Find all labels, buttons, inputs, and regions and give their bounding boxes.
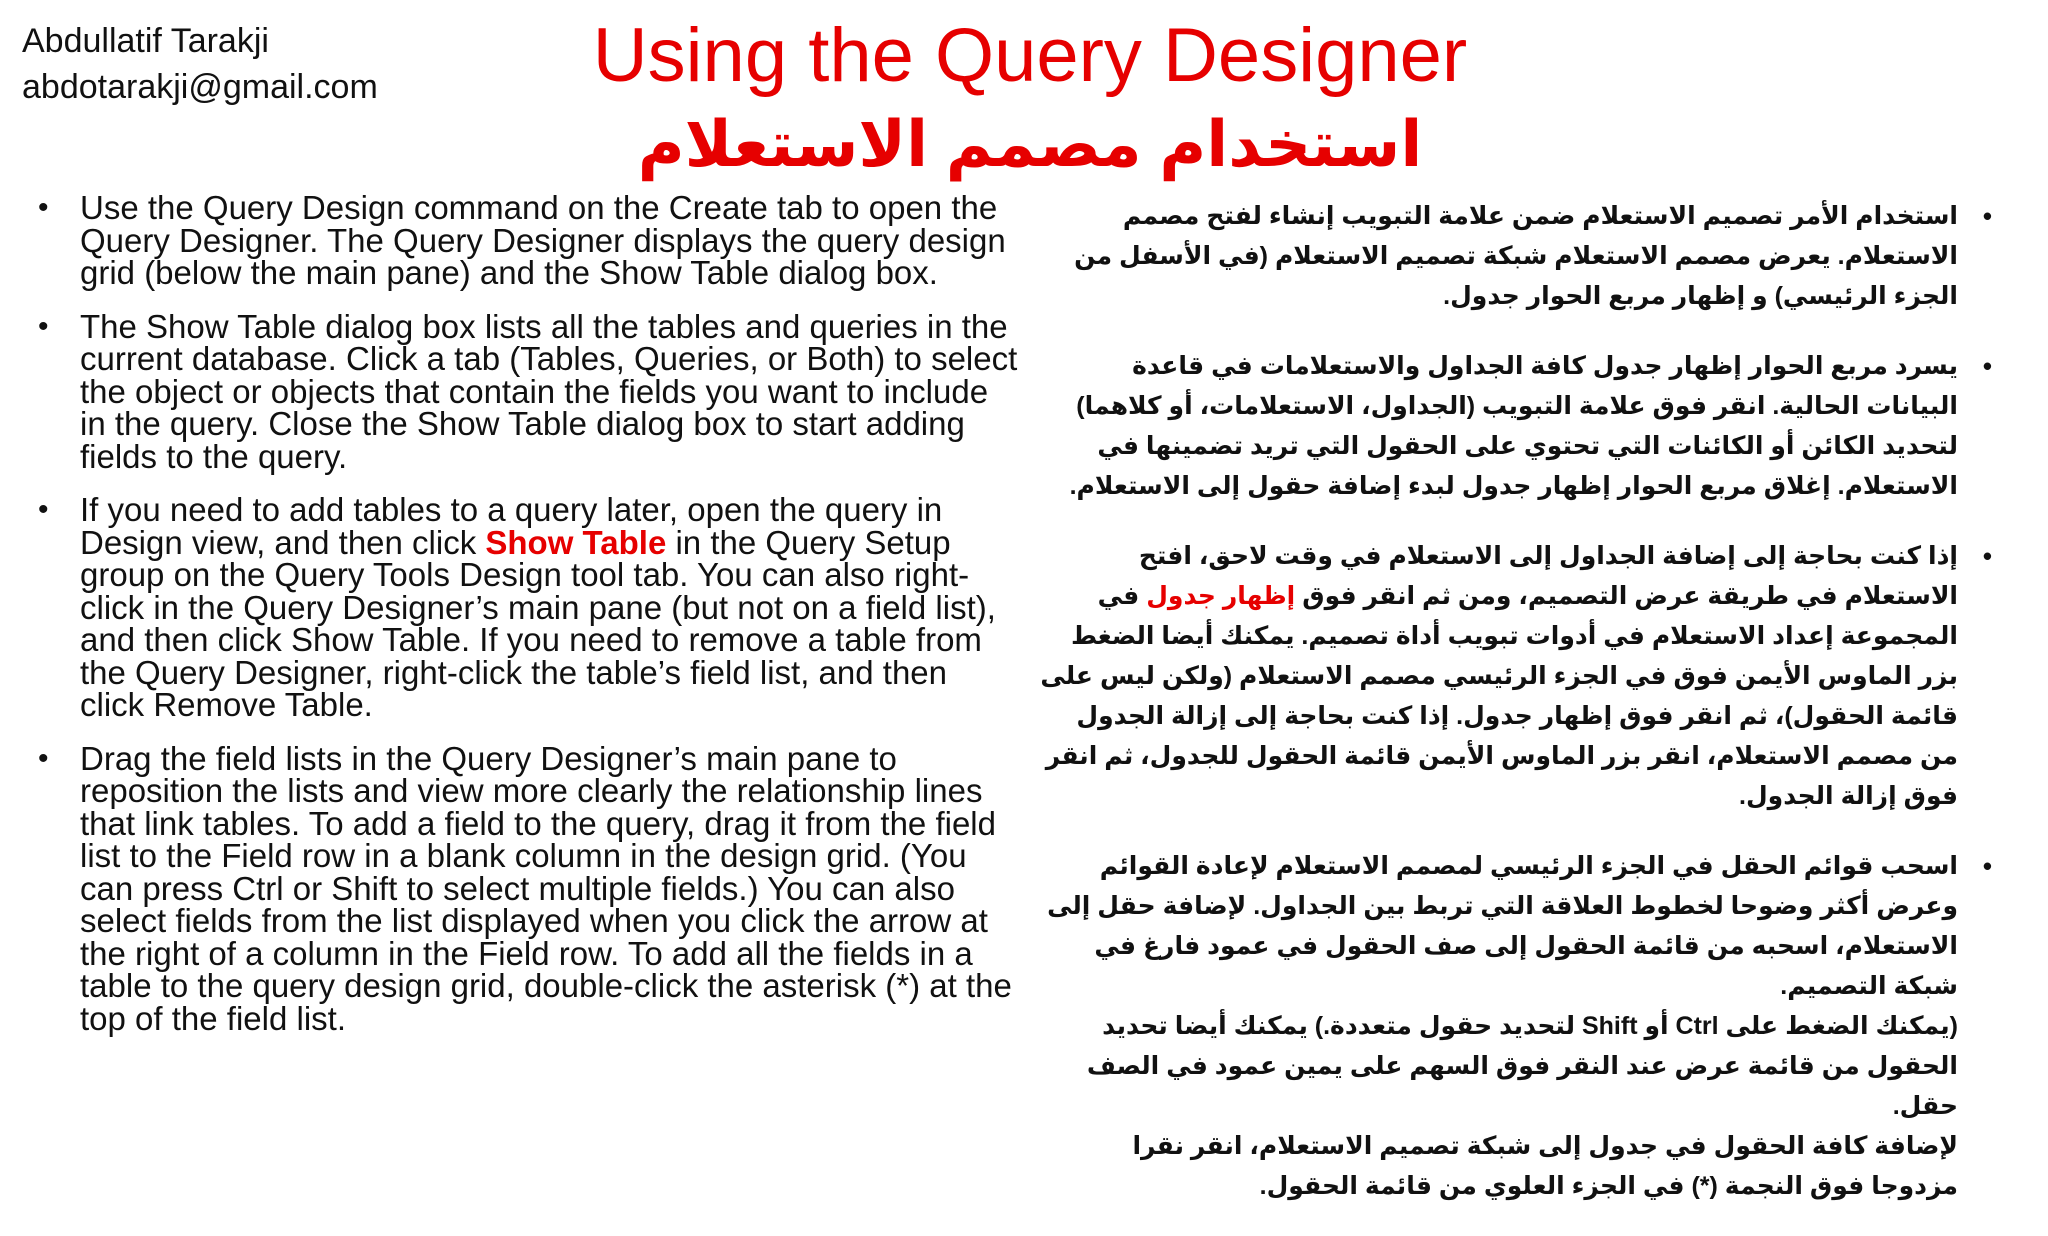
arabic-bullet-list — [1040, 196, 1992, 1236]
arabic-or-word: أو — [1637, 1012, 1676, 1040]
page-title-english: Using the Query Designer — [592, 13, 1468, 98]
arabic-bullet-4-line-2 — [1040, 1006, 1958, 1126]
arabic-bullet-4-line-3: لإضافة كافة الحقول في جدول إلى شبكة تصميم الاستعلام، انقر نقرا مزدوجا فوق النجمة (*) في الجزء العلوي من قائمة الحقول. — [1132, 1132, 1958, 1200]
arabic-bullet-1: • استخدام الأمر تصميم الاستعلام ضمن علامة التبويب إنشاء لفتح مصمم الاستعلام. يعرض مصمم الاستعلام شبكة تصميم الاستعلام (في الأسفل من الجزء الرئيسي) و إظهار مربع الحوار جدول. — [1040, 196, 1992, 316]
arabic-bullet-3 — [1040, 536, 1992, 816]
english-bullet-3-text-start: If you need to add tables to a query later, open the query in Design view, and then click — [80, 491, 943, 561]
english-bullet-1: • Use the Query Design command on the Create tab to open the Query Designer. The Query Designer displays the query design grid (below the main pane) and the Show Table dialog box. — [38, 192, 1018, 290]
arabic-bullet-4-line-2-start: (يمكنك الضغط على — [1718, 1012, 1958, 1040]
arabic-bullet-2: • يسرد مربع الحوار إظهار جدول كافة الجداول والاستعلامات في قاعدة البيانات الحالية. انقر فوق علامة التبويب (الجداول، الاستعلامات، أو كلاهما) لتحديد الكائن أو الكائنات التي تحتوي على الحقول التي تريد تضمينها في الاستعلام. إغلاق مربع الحوار إظهار جدول لبدء إضافة حقول إلى الاستعلام. — [1040, 346, 1992, 506]
author-email: abdotarakji@gmail.com — [22, 68, 378, 106]
arabic-bullet-4-line-1: • اسحب قوائم الحقل في الجزء الرئيسي لمصمم الاستعلام لإعادة القوائم وعرض أكثر وضوحا لخطوط العلاقة التي تربط بين الجداول. لإضافة حقل إلى الاستعلام، اسحبه من قائمة الحقول إلى صف الحقول في عمود فارغ في شبكة التصميم. — [1047, 852, 1958, 1000]
english-bullet-list — [38, 189, 1018, 1056]
arabic-bullet-3-text-end: في المجموعة إعداد الاستعلام في أدوات تبويب أداة تصميم. يمكنك أيضا الضغط بزر الماوس الأيمن فوق في الجزء الرئيسي مصمم الاستعلام (ولكن ليس على قائمة الحقول)، ثم انقر فوق إظهار جدول. إذا كنت بحاجة إلى إزالة الجدول من مصمم الاستعلام، انقر بزر الماوس الأيمن قائمة الحقول للجدول، ثم انقر فوق إزالة الجدول. — [1040, 582, 1958, 810]
ctrl-key-label: Ctrl — [1675, 1012, 1719, 1040]
shift-key-label: Shift — [1581, 1012, 1638, 1040]
arabic-bullet-3-text-start: إذا كنت بحاجة إلى إضافة الجداول إلى الاستعلام في وقت لاحق، افتح الاستعلام في طريقة عرض التصميم، ومن ثم انقر فوق — [1138, 542, 1958, 610]
english-bullet-4: • Drag the field lists in the Query Designer’s main pane to reposition the lists and view more clearly the relationship lines that link tables. To add a field to the query, drag it from the field list to the Field row in a blank column in the design grid. (You can press Ctrl or Shift to select multiple fields.) You can also select fields from the list displayed when you click the arrow at the right of a column in the Field row. To add all the fields in a table to the query design grid, double-click the asterisk (*) at the top of the field list. — [38, 743, 1018, 1036]
author-block — [22, 18, 378, 110]
page-title-arabic: استخدام مصمم الاستعلام — [637, 108, 1423, 180]
show-table-highlight: Show Table — [485, 523, 667, 561]
english-bullet-2: • The Show Table dialog box lists all the tables and queries in the current database. Click a tab (Tables, Queries, or Both) to select the object or objects that contain the fields you want to include in the query. Close the Show Table dialog box to start adding fields to the query. — [38, 311, 1018, 474]
english-bullet-3 — [38, 491, 1018, 723]
english-bullet-3-text-end: in the Query Setup group on the Query Tools Design tool tab. You can also right-click in the Query Designer’s main pane (but not on a field list), and then click Show Table. If you need to remove a table from the Query Designer, right-click the table’s field list, and then click Remove Table. — [80, 523, 996, 723]
arabic-show-table-highlight: إظهار جدول — [1146, 582, 1296, 610]
arabic-bullet-4 — [1040, 846, 1992, 1206]
arabic-bullet-4-line-2-end: لتحديد حقول متعددة.) يمكنك أيضا تحديد الحقول من قائمة عرض عند النقر فوق السهم على يمين عمود في الصف حقل. — [1086, 1012, 1958, 1120]
author-name: Abdullatif Tarakji — [22, 22, 269, 60]
